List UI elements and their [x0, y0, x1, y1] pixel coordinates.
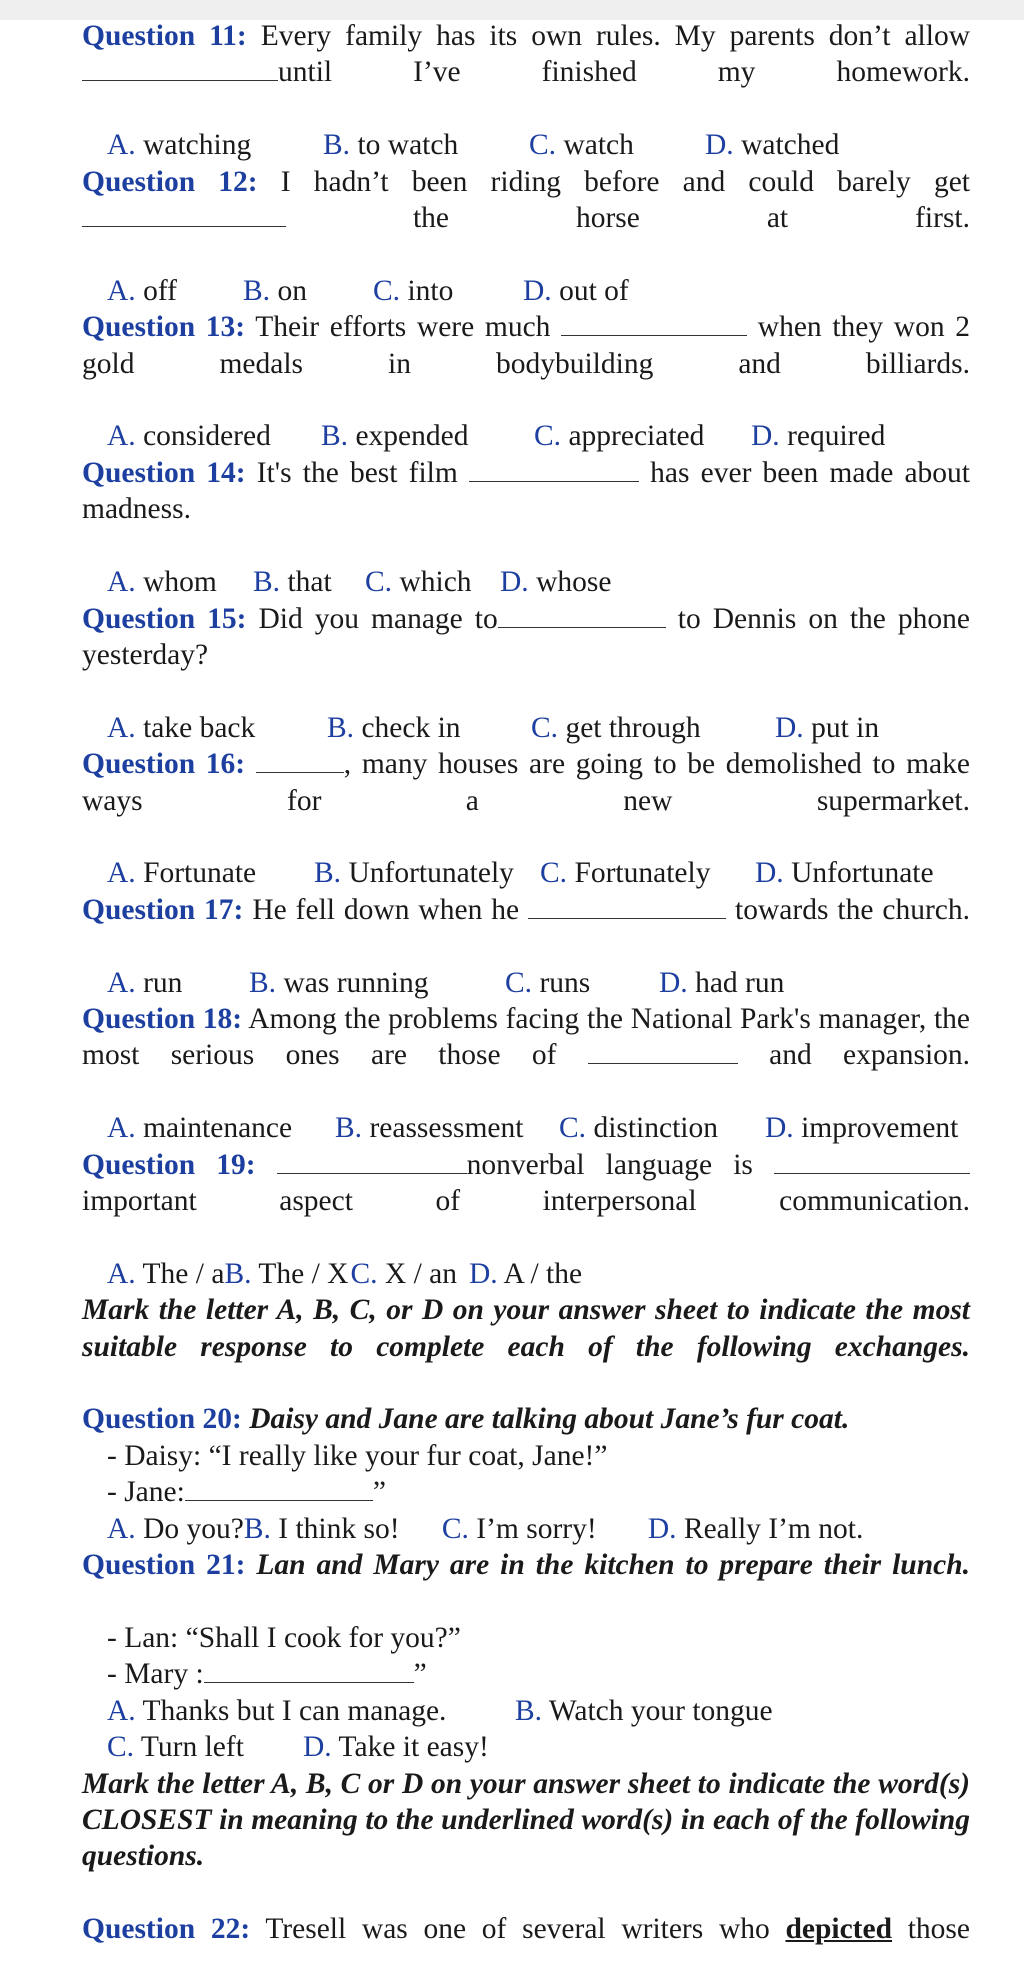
option-c[interactable]: C. appreciated [534, 420, 705, 453]
question-17 [82, 892, 970, 965]
question-label: Question 12: [82, 165, 258, 198]
question-text: towards the church. [735, 893, 970, 926]
question-14 [82, 455, 970, 564]
question-text: , many houses are going to be demolished to make ways for a new supermarket. [82, 748, 970, 817]
question-text: those [907, 1913, 971, 1946]
question-20 [82, 1401, 970, 1437]
question-label: Question 20: [82, 1403, 242, 1436]
option-d[interactable]: D. whose [500, 566, 612, 599]
question-19 [82, 1147, 970, 1256]
question-text: and expansion. [769, 1039, 971, 1072]
question-22 [82, 1911, 970, 1984]
option-d[interactable]: D. Take it easy! [303, 1731, 489, 1764]
answer-blank [82, 204, 286, 227]
answer-blank [528, 896, 726, 919]
options [82, 127, 970, 163]
answer-blank [277, 1151, 467, 1174]
options [82, 965, 970, 1001]
options [82, 710, 970, 746]
options [82, 564, 970, 600]
option-b[interactable]: B. to watch [323, 129, 459, 162]
option-b[interactable]: B. The / X [224, 1257, 349, 1290]
option-a[interactable]: A. run [107, 966, 183, 999]
options [82, 418, 970, 454]
question-label: Question 16: [82, 748, 246, 781]
question-text: Tresell was one of several writers who [265, 1913, 770, 1946]
instruction-exchanges: Mark the letter A, B, C, or D on your answer sheet to indicate the most suitable response to complete each of the following exchanges. [82, 1294, 970, 1363]
option-d[interactable]: D. put in [775, 711, 880, 744]
option-d[interactable]: D. had run [659, 966, 785, 999]
dialogue-line: - Lan: “Shall I cook for you?” [107, 1621, 461, 1654]
option-c[interactable]: C. watch [529, 129, 634, 162]
option-c[interactable]: C. which [365, 566, 472, 599]
options [82, 1729, 970, 1765]
option-a[interactable]: A. maintenance [107, 1112, 293, 1145]
option-b[interactable]: B. Watch your tongue [515, 1694, 773, 1727]
options [82, 1693, 970, 1729]
worksheet [82, 18, 970, 1984]
question-text: Among the problems facing the National Park's manager, the most serious ones are those of [82, 1002, 970, 1072]
option-a[interactable]: A. considered [107, 420, 271, 453]
question-text: It's the best film [256, 456, 458, 489]
option-d[interactable]: D. A / the [469, 1257, 583, 1290]
option-c[interactable]: C. distinction [559, 1112, 718, 1145]
question-label: Question 15: [82, 602, 247, 635]
option-c[interactable]: C. X / an [350, 1257, 457, 1290]
dialogue-line: - Mary : ” [107, 1658, 427, 1691]
dialogue-line: - Jane: ” [107, 1476, 386, 1509]
answer-blank [82, 58, 278, 81]
option-b[interactable]: B. I think so! [243, 1512, 400, 1545]
question-text: has ever been made about madness. [82, 456, 970, 526]
question-label: Question 13: [82, 311, 246, 344]
question-prompt: Daisy and Jane are talking about Jane’s fur coat. [249, 1403, 850, 1436]
option-b[interactable]: B. check in [327, 711, 461, 744]
option-b[interactable]: B. that [253, 566, 332, 599]
options [82, 1511, 970, 1547]
answer-blank [774, 1151, 970, 1174]
question-text: Did you manage to [258, 602, 498, 635]
question-label: Question 22: [82, 1913, 251, 1946]
options [82, 273, 970, 309]
option-d[interactable]: D. required [751, 420, 886, 453]
question-11 [82, 18, 970, 127]
option-c[interactable]: C. runs [505, 966, 591, 999]
question-text: the horse at first. [412, 202, 970, 235]
answer-blank [561, 313, 747, 336]
option-a[interactable]: A. The / a [107, 1257, 225, 1290]
question-label: Question 21: [82, 1549, 246, 1582]
underlined-word: depicted [785, 1913, 893, 1946]
option-c[interactable]: C. into [373, 274, 454, 307]
option-c[interactable]: C. I’m sorry! [441, 1512, 597, 1545]
answer-blank [204, 1660, 414, 1683]
question-label: Question 19: [82, 1148, 256, 1181]
option-d[interactable]: D. watched [705, 129, 840, 162]
answer-blank [498, 605, 666, 628]
question-text: I hadn’t been riding before and could barely get [280, 165, 970, 198]
option-b[interactable]: B. was running [249, 966, 429, 999]
option-a[interactable]: A. whom [107, 566, 217, 599]
option-d[interactable]: D. improvement [765, 1112, 959, 1145]
question-text: until I’ve finished my homework. [278, 56, 970, 89]
option-c[interactable]: C. get through [531, 711, 701, 744]
instruction-closest-meaning: Mark the letter A, B, C or D on your answer sheet to indicate the word(s) CLOSEST in meaning to the underlined word(s) in each of the following questions. [82, 1767, 970, 1873]
question-prompt: Lan and Mary are in the kitchen to prepare their lunch. [256, 1549, 970, 1582]
option-d[interactable]: D. out of [523, 274, 629, 307]
question-text: nonverbal language is [466, 1148, 753, 1181]
question-label: Question 17: [82, 893, 244, 926]
question-text: He fell down when he [252, 893, 520, 926]
question-text: Their efforts were much [255, 311, 551, 344]
option-a[interactable]: A. off [107, 274, 177, 307]
question-text: to Dennis on the phone yesterday? [82, 602, 971, 671]
options [82, 1110, 970, 1146]
option-a[interactable]: A. Do you? [107, 1512, 244, 1545]
option-a[interactable]: A. Fortunate [107, 857, 257, 890]
question-label: Question 14: [82, 456, 246, 489]
question-21 [82, 1547, 970, 1620]
option-c[interactable]: C. Turn left [107, 1731, 244, 1764]
question-text: important aspect of interpersonal communication. [82, 1185, 970, 1217]
option-b[interactable]: B. Unfortunately [314, 857, 514, 890]
answer-blank [588, 1041, 738, 1064]
question-label: Question 11: [82, 20, 247, 52]
question-12 [82, 164, 970, 273]
answer-blank [469, 459, 639, 482]
option-b[interactable]: B. on [243, 274, 307, 307]
option-a[interactable]: A. watching [107, 129, 252, 162]
options [82, 1256, 970, 1292]
option-a[interactable]: A. Thanks but I can manage. [107, 1694, 447, 1727]
answer-blank [256, 750, 344, 773]
question-15 [82, 601, 970, 710]
option-b[interactable]: B. reassessment [335, 1112, 524, 1145]
question-16 [82, 746, 970, 855]
question-text: when they won 2 gold medals in bodybuilding and billiards. [82, 311, 970, 380]
option-c[interactable]: C. Fortunately [540, 857, 711, 890]
question-text: Every family has its own rules. My parents don’t allow [260, 20, 970, 52]
options [82, 855, 970, 891]
answer-blank [185, 1478, 373, 1501]
question-label: Question 18: [82, 1002, 243, 1035]
option-a[interactable]: A. take back [107, 711, 256, 744]
question-13 [82, 309, 970, 418]
option-b[interactable]: B. expended [321, 420, 469, 453]
question-18 [82, 1001, 970, 1110]
top-bar [0, 0, 1024, 20]
option-d[interactable]: D. Unfortunate [755, 857, 934, 890]
dialogue-line: - Daisy: “I really like your fur coat, Jane!” [107, 1439, 608, 1472]
option-d[interactable]: D. Really I’m not. [647, 1512, 864, 1545]
